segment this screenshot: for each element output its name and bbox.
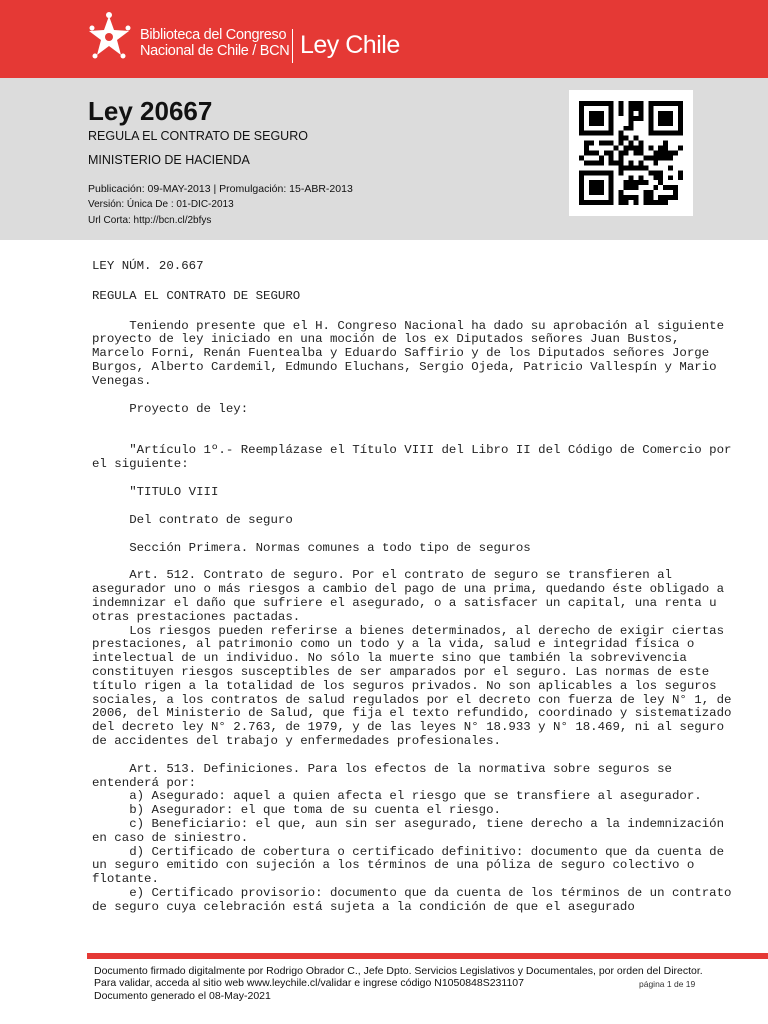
qr-code-icon bbox=[569, 90, 693, 216]
institution-name bbox=[140, 27, 289, 59]
body-paragraph: a) Asegurado: aquel a quien afecta el riesgo que se transfiere al asegurador. bbox=[92, 789, 702, 804]
body-paragraph: Art. 512. Contrato de seguro. Por el contrato de seguro se transfieren al asegurador uno o más riesgos a cambio del pago de una prima, quedando éste obligado a indemnizar el daño que sufriere el asegurado, o a satisfacer un capital, una renta u otras prestaciones pactadas. bbox=[92, 568, 732, 624]
body-paragraph: Teniendo presente que el H. Congreso Nacional ha dado su aprobación al siguiente proyecto de ley iniciado en una moción de los ex Diputados señores Juan Bustos, Marcelo Forni, Renán Fuentealba y Eduardo Saffirio y de los Diputados señores Jorge Burgos, Alberto Cardemil, Edmundo Eluchans, Sergio Ojeda, Patricio Vallespín y Mario Venegas. bbox=[92, 318, 732, 388]
body-paragraph: c) Beneficiario: el que, aun sin ser asegurado, tiene derecho a la indemnización en caso de siniestro. bbox=[92, 816, 732, 845]
validation-line: Para validar, acceda al sitio web www.leychile.cl/validar e ingrese código N1050848S231107 bbox=[94, 977, 524, 990]
body-paragraph: "TITULO VIII bbox=[92, 484, 219, 499]
body-paragraph: Del contrato de seguro bbox=[92, 512, 293, 527]
body-paragraph: LEY NÚM. 20.667 bbox=[92, 259, 204, 273]
body-paragraph: e) Certificado provisorio: documento que da cuenta de los términos de un contrato de seguro cuya celebración está sujeta a la condición de que el asegurado bbox=[92, 885, 739, 914]
law-version: Versión: Única De : 01-DIC-2013 bbox=[88, 199, 234, 210]
body-paragraph: Proyecto de ley: bbox=[92, 401, 249, 416]
body-paragraph: Los riesgos pueden referirse a bienes determinados, al derecho de exigir ciertas prestaciones, al patrimonio como un todo y a la vida, salud e integridad física o intelectual de un individuo. No sólo la muerte sino que también la sobrevivencia constituyen riesgos susceptibles de ser amparados por el seguro. Las normas de este título rigen a la totalidad de los seguros privados. No son aplicables a los seguros sociales, a los contratos de salud regulados por el decreto con fuerza de ley N° 1, de 2006, del Ministerio de Salud, que fija el texto refundido, coordinado y sistematizado del decreto ley N° 2.763, de 1979, y de las leyes N° 18.933 y N° 18.469, ni al seguro de accidentes del trabajo y enfermedades profesionales. bbox=[92, 623, 739, 748]
body-paragraph: b) Asegurador: el que toma de su cuenta el riesgo. bbox=[92, 803, 501, 818]
product-name: Ley Chile bbox=[300, 31, 400, 59]
law-ministry: MINISTERIO DE HACIENDA bbox=[88, 153, 250, 167]
footer-rule bbox=[87, 953, 768, 959]
logo-divider bbox=[292, 29, 293, 63]
institution-line-1: Biblioteca del Congreso bbox=[140, 27, 287, 43]
body-paragraph: "Artículo 1º.- Reemplázase el Título VIII del Libro II del Código de Comercio por el siguiente: bbox=[92, 443, 739, 472]
law-body bbox=[92, 259, 739, 914]
page-number: página 1 de 19 bbox=[639, 979, 696, 989]
body-paragraph: d) Certificado de cobertura o certificado definitivo: documento que da cuenta de un seguro emitido con sujeción a los términos de una póliza de seguro colectivo o flotante. bbox=[92, 844, 732, 887]
law-title: Ley 20667 bbox=[88, 96, 213, 126]
signature-line: Documento firmado digitalmente por Rodrigo Obrador C., Jefe Dpto. Servicios Legislativos y Documentales, por orden del Director. bbox=[94, 965, 703, 977]
law-subject: REGULA EL CONTRATO DE SEGURO bbox=[88, 129, 308, 143]
generated-date: Documento generado el 08-May-2021 bbox=[94, 989, 271, 1002]
top-banner bbox=[0, 0, 768, 78]
body-paragraph: Art. 513. Definiciones. Para los efectos de la normativa sobre seguros se entenderá por: bbox=[92, 761, 680, 790]
short-url: Url Corta: http://bcn.cl/2bfys bbox=[88, 215, 212, 226]
body-paragraph: REGULA EL CONTRATO DE SEGURO bbox=[92, 288, 301, 303]
body-paragraph: Sección Primera. Normas comunes a todo tipo de seguros bbox=[92, 540, 531, 555]
institution-line-2: Nacional de Chile / BCN bbox=[140, 43, 290, 59]
bcn-star-logo-icon bbox=[86, 10, 132, 62]
publication-dates: Publicación: 09-MAY-2013 | Promulgación: 15-ABR-2013 bbox=[88, 183, 353, 195]
